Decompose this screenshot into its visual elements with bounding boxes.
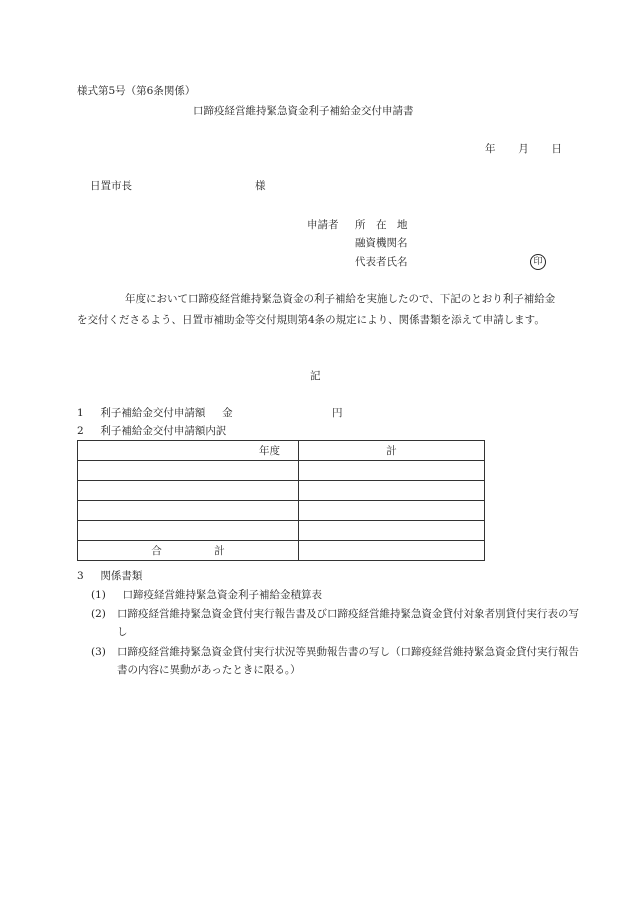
recipient-honorific: 様 <box>255 180 266 192</box>
item1-kin: 金 <box>222 407 233 419</box>
item3-line <box>77 569 142 583</box>
table-cell-year <box>78 501 299 521</box>
item3-num: 3 <box>77 570 84 582</box>
table-cell-amount <box>299 521 485 541</box>
total-label-cell <box>78 541 299 561</box>
doc-item-1 <box>91 588 322 602</box>
item1-num: 1 <box>77 407 84 419</box>
doc-item-3 <box>91 643 582 679</box>
applicant-address-label: 所 在 地 <box>355 219 408 231</box>
table-cell-amount <box>299 461 485 481</box>
total-label: 合 計 <box>151 544 225 557</box>
applicant-institution-label: 融資機関名 <box>355 237 408 249</box>
total-amount-cell <box>299 541 485 561</box>
document-title: 口蹄疫経営維持緊急資金利子補給金交付申請書 <box>193 105 414 117</box>
table-cell-year <box>78 481 299 501</box>
form-label: 様式第5号（第6条関係） <box>77 85 196 97</box>
seal-mark <box>530 254 546 270</box>
doc-item-2-num: (2) <box>91 608 106 620</box>
date-year: 年 <box>485 143 496 155</box>
doc-item-3-text: 口蹄疫経営維持緊急資金貸付実行状況等異動報告書の写し（口蹄疫経営維持緊急資金貸付実行報告書の内容に異動があったときに限る。） <box>117 646 579 676</box>
item1-label: 利子補給金交付申請額 <box>100 407 206 419</box>
item2-label: 利子補給金交付申請額内訳 <box>100 425 227 437</box>
table-row <box>78 481 485 501</box>
doc-item-2 <box>91 605 582 641</box>
date-day: 日 <box>551 143 562 155</box>
date-line <box>485 142 562 156</box>
header-total: 計 <box>386 444 397 457</box>
applicant-label: 申請者 <box>307 219 339 231</box>
seal-icon: 印 <box>530 254 546 270</box>
item2-line <box>77 424 226 438</box>
recipient-name: 日置市長 <box>90 180 132 192</box>
table-row <box>78 501 485 521</box>
item1-yen: 円 <box>332 407 343 419</box>
body-paragraph: 年度において口蹄疫経営維持緊急資金の利子補給を実施したので、下記のとおり利子補給金を交付くださるよう、日置市補助金等交付規則第4条の規定により、関係書類を添えて申請します。 <box>77 293 556 326</box>
doc-item-1-text: 口蹄疫経営維持緊急資金利子補給金積算表 <box>122 589 323 601</box>
header-total-cell <box>299 441 485 461</box>
table-cell-year <box>78 521 299 541</box>
doc-item-2-text: 口蹄疫経営維持緊急資金貸付実行報告書及び口蹄疫経営維持緊急資金貸付対象者別貸付実行表の写し <box>117 608 579 638</box>
doc-item-3-num: (3) <box>91 646 106 658</box>
date-month: 月 <box>518 143 529 155</box>
doc-item-1-num: (1) <box>91 589 106 601</box>
item3-label: 関係書類 <box>100 570 143 582</box>
header-year: 年度 <box>259 444 280 457</box>
applicant-representative-label: 代表者氏名 <box>355 256 408 268</box>
table-row <box>78 461 485 481</box>
table-row <box>78 521 485 541</box>
header-year-cell <box>78 441 299 461</box>
table-cell-year <box>78 461 299 481</box>
ki-heading: 記 <box>310 370 321 382</box>
table-total-row <box>78 541 485 561</box>
table-cell-amount <box>299 481 485 501</box>
item1-line <box>77 406 233 420</box>
breakdown-table <box>77 440 485 561</box>
item2-num: 2 <box>77 425 84 437</box>
table-header-row <box>78 441 485 461</box>
table-cell-amount <box>299 501 485 521</box>
